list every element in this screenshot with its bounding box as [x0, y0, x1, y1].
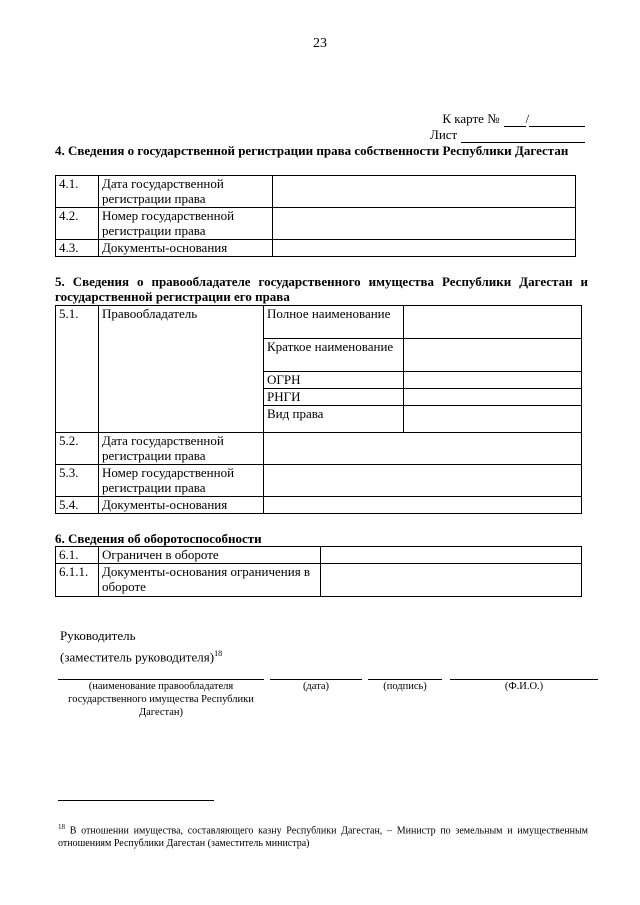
row-label: Правообладатель — [99, 306, 264, 433]
value-cell — [404, 339, 582, 372]
signer-title: Руководитель — [60, 628, 136, 643]
row-label: Дата государственной регистрации права — [99, 433, 264, 465]
row-label: Номер государственной регистрации права — [99, 208, 273, 240]
value-cell — [321, 564, 582, 597]
table-row — [56, 240, 576, 257]
value-cell — [404, 406, 582, 433]
table-row — [56, 208, 576, 240]
card-number-field — [504, 114, 526, 127]
row-number: 4.2. — [56, 208, 99, 240]
fio-caption: (Ф.И.О.) — [504, 681, 544, 692]
value-cell — [273, 176, 576, 208]
value-cell — [264, 497, 582, 514]
row-number: 5.4. — [56, 497, 99, 514]
card-number-separator: / — [525, 111, 530, 126]
row-label: Документы-основания — [99, 497, 264, 514]
value-cell — [264, 433, 582, 465]
sub-label: Вид права — [264, 406, 404, 433]
value-cell — [273, 240, 576, 257]
footnote-mark: 18 — [58, 823, 65, 831]
sign-caption: (подпись) — [383, 681, 427, 692]
sheet-field — [461, 130, 585, 143]
value-cell — [264, 465, 582, 497]
date-caption: (дата) — [302, 681, 330, 692]
section4-title: 4. Сведения о государственной регистрации права собственности Республики Дагестан — [55, 143, 569, 158]
section6-title: 6. Сведения об оборотоспособности — [55, 531, 262, 546]
value-cell — [273, 208, 576, 240]
footnote-separator — [58, 800, 214, 801]
table-row — [56, 564, 582, 597]
card-number-label: К карте № — [442, 111, 500, 126]
org-caption: (наименование правообладателя государственного имущества Республики Дагестан) — [68, 681, 254, 718]
table-row — [56, 497, 582, 514]
page-number: 23 — [313, 36, 327, 51]
table-row — [56, 306, 582, 339]
table-row — [56, 433, 582, 465]
row-label: Документы-основания ограничения в обороте — [99, 564, 321, 597]
footnote — [58, 821, 588, 850]
footnote-ref: 18 — [214, 649, 223, 658]
signer-deputy — [60, 645, 222, 666]
row-number: 5.3. — [56, 465, 99, 497]
signer-block — [60, 627, 222, 666]
card-number-row — [430, 111, 585, 127]
section5-title: 5. Сведения о правообладателе государственного имущества Республики Дагестан и государственной регистрации его права — [55, 274, 588, 304]
signer-deputy-text: (заместитель руководителя) — [60, 649, 215, 665]
sheet-row — [430, 127, 585, 143]
sub-label: РНГИ — [264, 389, 404, 406]
row-number: 6.1. — [56, 547, 99, 564]
sub-label: Краткое наименование — [264, 339, 404, 372]
section6-table — [55, 546, 582, 597]
card-reference — [430, 111, 585, 143]
sub-label: ОГРН — [264, 372, 404, 389]
footnote-text: В отношении имущества, составляющего казну Республики Дагестан, – Министр по земельным и имущественным отношениям Республики Дагестан (заместитель министра) — [58, 825, 589, 850]
table-row — [56, 465, 582, 497]
value-cell — [321, 547, 582, 564]
section5-table — [55, 305, 582, 514]
sub-label: Полное наименование — [264, 306, 404, 339]
table-row — [56, 176, 576, 208]
row-label: Документы-основания — [99, 240, 273, 257]
value-cell — [404, 389, 582, 406]
row-label: Номер государственной регистрации права — [99, 465, 264, 497]
card-number-field-2 — [529, 114, 585, 127]
value-cell — [404, 372, 582, 389]
row-number: 5.2. — [56, 433, 99, 465]
row-number: 6.1.1. — [56, 564, 99, 597]
row-number: 4.3. — [56, 240, 99, 257]
row-number: 5.1. — [56, 306, 99, 433]
sheet-label: Лист — [430, 127, 458, 142]
row-number: 4.1. — [56, 176, 99, 208]
value-cell — [404, 306, 582, 339]
section4-table — [55, 175, 576, 257]
row-label: Ограничен в обороте — [99, 547, 321, 564]
table-row — [56, 547, 582, 564]
row-label: Дата государственной регистрации права — [99, 176, 273, 208]
